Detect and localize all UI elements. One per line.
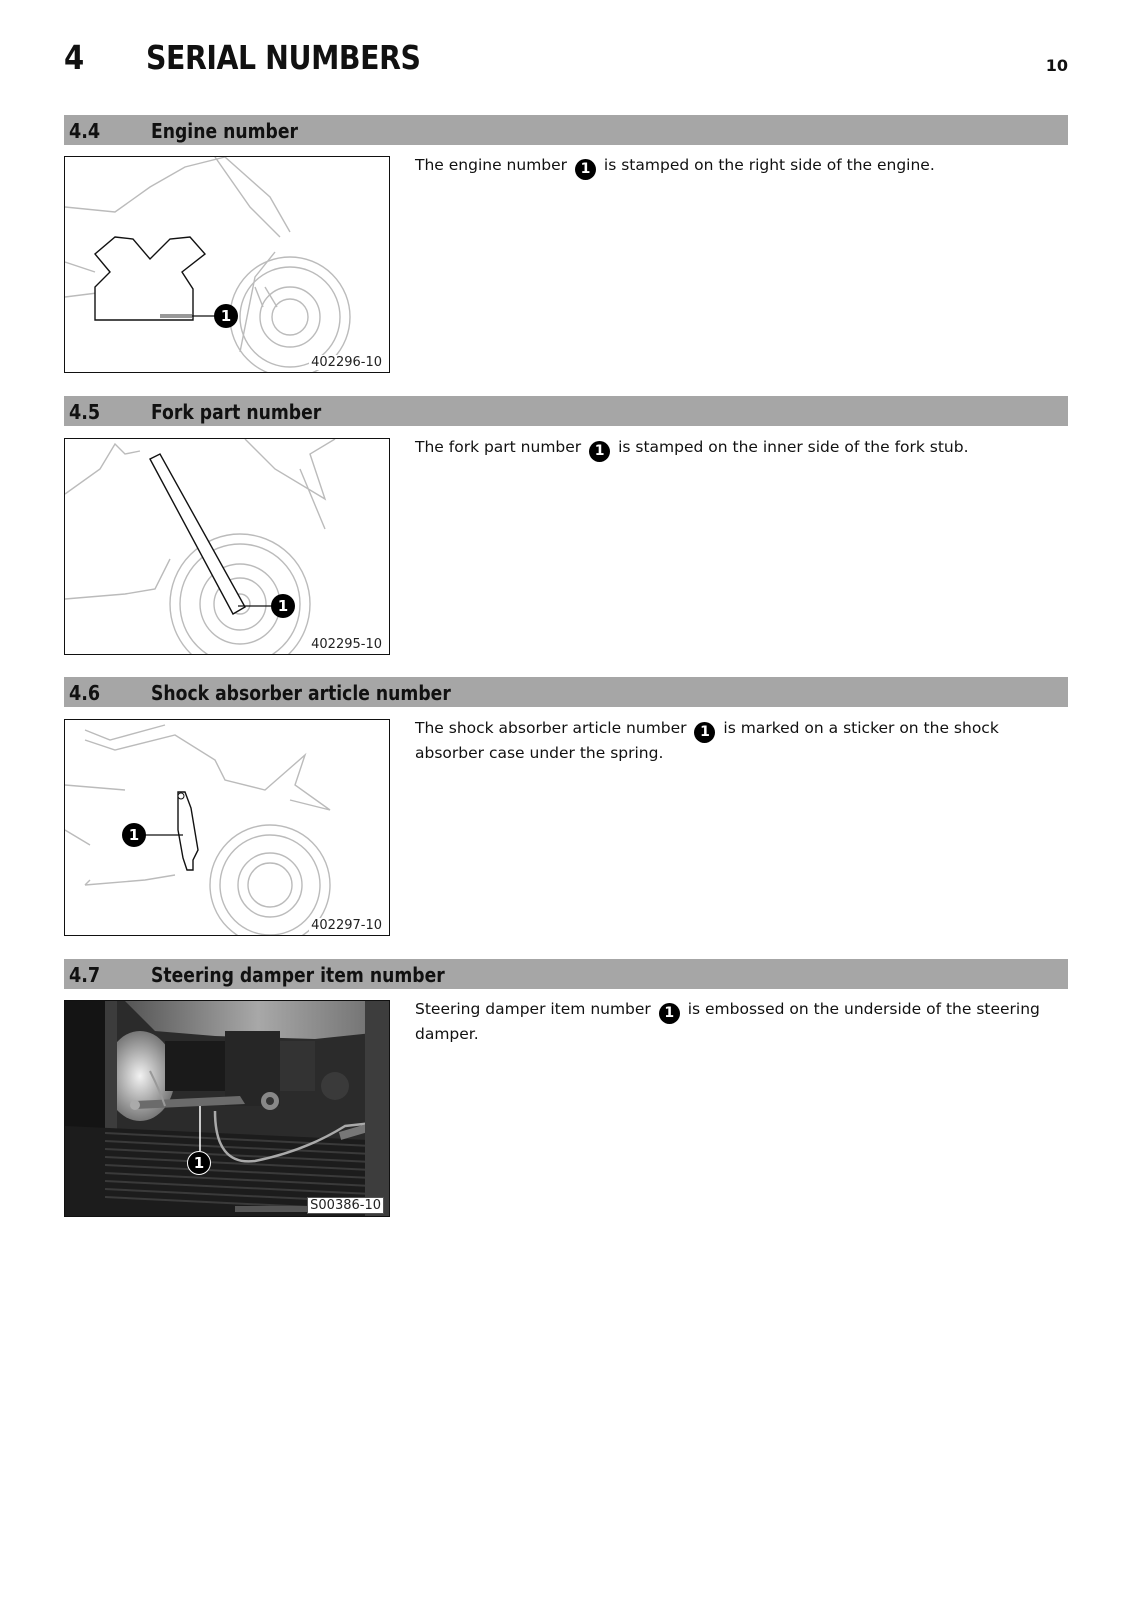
shock-absorber-illustration — [65, 720, 390, 936]
text-after: is stamped on the right side of the engine. — [603, 156, 935, 174]
callout-1-inline: 1 — [575, 159, 596, 180]
section-header-engine-number — [64, 115, 1068, 145]
section-text-steering-damper-item-number — [415, 999, 1065, 1045]
text-after: is stamped on the inner side of the fork stub. — [618, 438, 969, 456]
figure-fork-part-number — [64, 438, 390, 655]
text-before: The fork part number — [415, 438, 582, 456]
engine-illustration — [65, 157, 390, 373]
section-title: Engine number — [151, 119, 298, 143]
callout-1-inline: 1 — [659, 1003, 680, 1024]
section-text-shock-absorber-article-number — [415, 718, 1065, 764]
text-before: The shock absorber article number — [415, 719, 687, 737]
figure-id: 402295-10 — [311, 637, 382, 652]
text-after: is embossed on the underside of the steering damper. — [415, 1000, 1040, 1043]
section-number: 4.6 — [69, 681, 101, 705]
callout-1-badge: 1 — [214, 304, 238, 328]
figure-engine-number — [64, 156, 390, 373]
section-header-fork-part-number — [64, 396, 1068, 426]
section-header-steering-damper-item-number — [64, 959, 1068, 989]
section-title: Steering damper item number — [151, 963, 445, 987]
figure-id: 402297-10 — [311, 918, 382, 933]
section-title: Fork part number — [151, 400, 322, 424]
figure-id: S00386-10 — [307, 1197, 384, 1214]
figure-shock-absorber-article-number — [64, 719, 390, 936]
callout-1-badge: 1 — [187, 1151, 211, 1175]
figure-id: 402296-10 — [311, 355, 382, 370]
callout-1-inline: 1 — [694, 722, 715, 743]
section-number: 4.5 — [69, 400, 101, 424]
page-number: 10 — [1045, 56, 1068, 75]
steering-damper-photo — [65, 1001, 390, 1217]
chapter-number: 4 — [64, 38, 85, 77]
section-number: 4.4 — [69, 119, 101, 143]
callout-1-badge: 1 — [271, 594, 295, 618]
chapter-title: SERIAL NUMBERS — [146, 38, 421, 77]
text-before: The engine number — [415, 156, 568, 174]
callout-1-badge: 1 — [122, 823, 146, 847]
text-after: is marked on a sticker on the shock absorber case under the spring. — [415, 719, 999, 762]
section-number: 4.7 — [69, 963, 101, 987]
section-title: Shock absorber article number — [151, 681, 451, 705]
callout-1-inline: 1 — [589, 441, 610, 462]
figure-steering-damper-item-number — [64, 1000, 390, 1217]
section-text-engine-number — [415, 155, 1065, 180]
section-header-shock-absorber-article-number — [64, 677, 1068, 707]
text-before: Steering damper item number — [415, 1000, 651, 1018]
fork-illustration — [65, 439, 390, 655]
section-text-fork-part-number — [415, 437, 1065, 462]
